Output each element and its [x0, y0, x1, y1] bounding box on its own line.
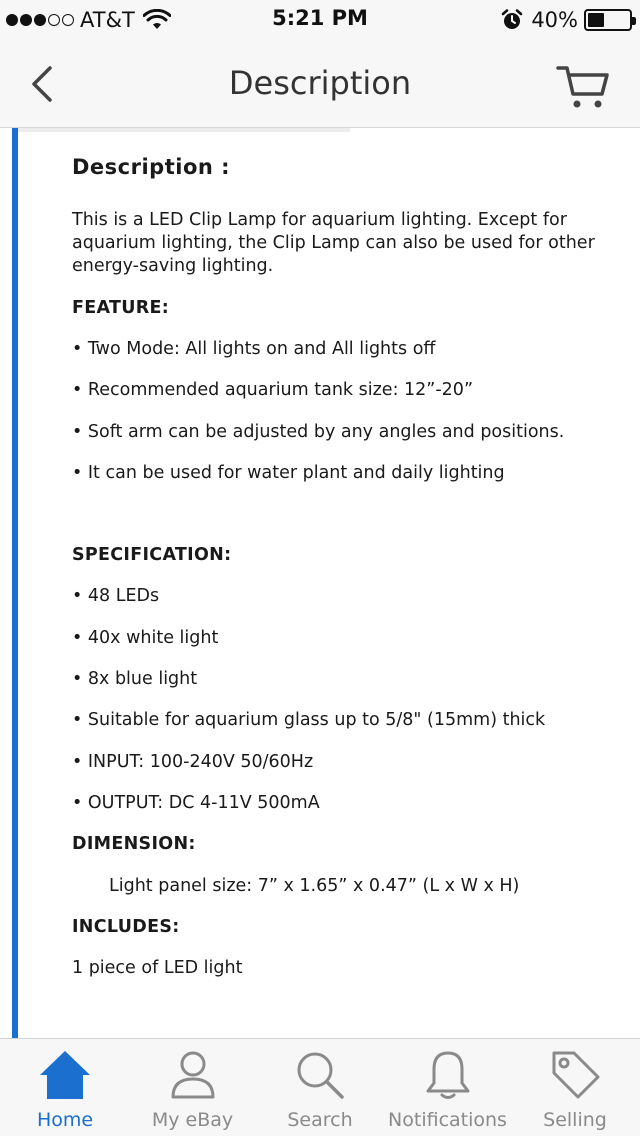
tab-label: Selling	[543, 1109, 607, 1131]
cart-icon[interactable]	[556, 62, 612, 112]
battery-fill	[588, 13, 604, 27]
status-right	[501, 6, 632, 34]
feature-item: • Two Mode: All lights on and All lights off	[72, 339, 436, 359]
carrier-name: AT&T	[80, 8, 135, 32]
feature-item: • Recommended aquarium tank size: 12”-20”	[72, 380, 474, 400]
tab-selling[interactable]	[510, 1039, 640, 1136]
spec-item: • 48 LEDs	[72, 586, 160, 606]
feature-item: • Soft arm can be adjusted by any angles and positions.	[72, 422, 565, 442]
tab-my-ebay[interactable]	[130, 1039, 255, 1136]
includes-text: 1 piece of LED light	[72, 958, 243, 978]
battery-percent: 40%	[531, 8, 578, 32]
tab-notifications[interactable]	[385, 1039, 510, 1136]
description-intro: This is a LED Clip Lamp for aquarium lighting. Except for aquarium lighting, the Clip Lamp can also be used for other energy-saving lighting.	[72, 210, 595, 276]
dimension-text: Light panel size: 7” x 1.65” x 0.47” (L x W x H)	[109, 876, 520, 896]
status-time: 5:21 PM	[272, 6, 368, 30]
tab-home[interactable]	[0, 1039, 130, 1136]
page-title: Description	[228, 64, 412, 102]
feature-item: • It can be used for water plant and daily lighting	[72, 463, 505, 483]
tab-label: Home	[36, 1109, 94, 1131]
description-content	[0, 128, 640, 1038]
tag-icon	[548, 1049, 602, 1101]
search-icon	[294, 1049, 346, 1101]
tab-bar	[0, 1038, 640, 1136]
alarm-clock-icon	[501, 9, 523, 31]
battery-icon	[584, 9, 632, 31]
accent-bar	[12, 128, 18, 1038]
person-icon	[169, 1049, 217, 1101]
content-divider	[18, 128, 350, 132]
includes-heading: INCLUDES:	[72, 917, 180, 937]
description-title: Description :	[72, 155, 231, 179]
home-icon	[37, 1049, 93, 1101]
spec-item: • 8x blue light	[72, 669, 198, 689]
navigation-bar	[0, 40, 640, 128]
spec-item: • OUTPUT: DC 4-11V 500mA	[72, 793, 320, 813]
feature-heading: FEATURE:	[72, 298, 170, 318]
specification-heading: SPECIFICATION:	[72, 545, 232, 565]
tab-label: My eBay	[151, 1109, 234, 1131]
status-bar	[0, 0, 640, 40]
tab-label: Notifications	[388, 1109, 507, 1131]
spec-item: • INPUT: 100-240V 50/60Hz	[72, 752, 314, 772]
battery-tip	[632, 17, 636, 25]
dimension-heading: DIMENSION:	[72, 834, 196, 854]
spec-item: • 40x white light	[72, 628, 219, 648]
spec-item: • Suitable for aquarium glass up to 5/8" (15mm) thick	[72, 710, 546, 730]
tab-search[interactable]	[255, 1039, 385, 1136]
bell-icon	[424, 1049, 472, 1101]
tab-label: Search	[287, 1109, 353, 1131]
